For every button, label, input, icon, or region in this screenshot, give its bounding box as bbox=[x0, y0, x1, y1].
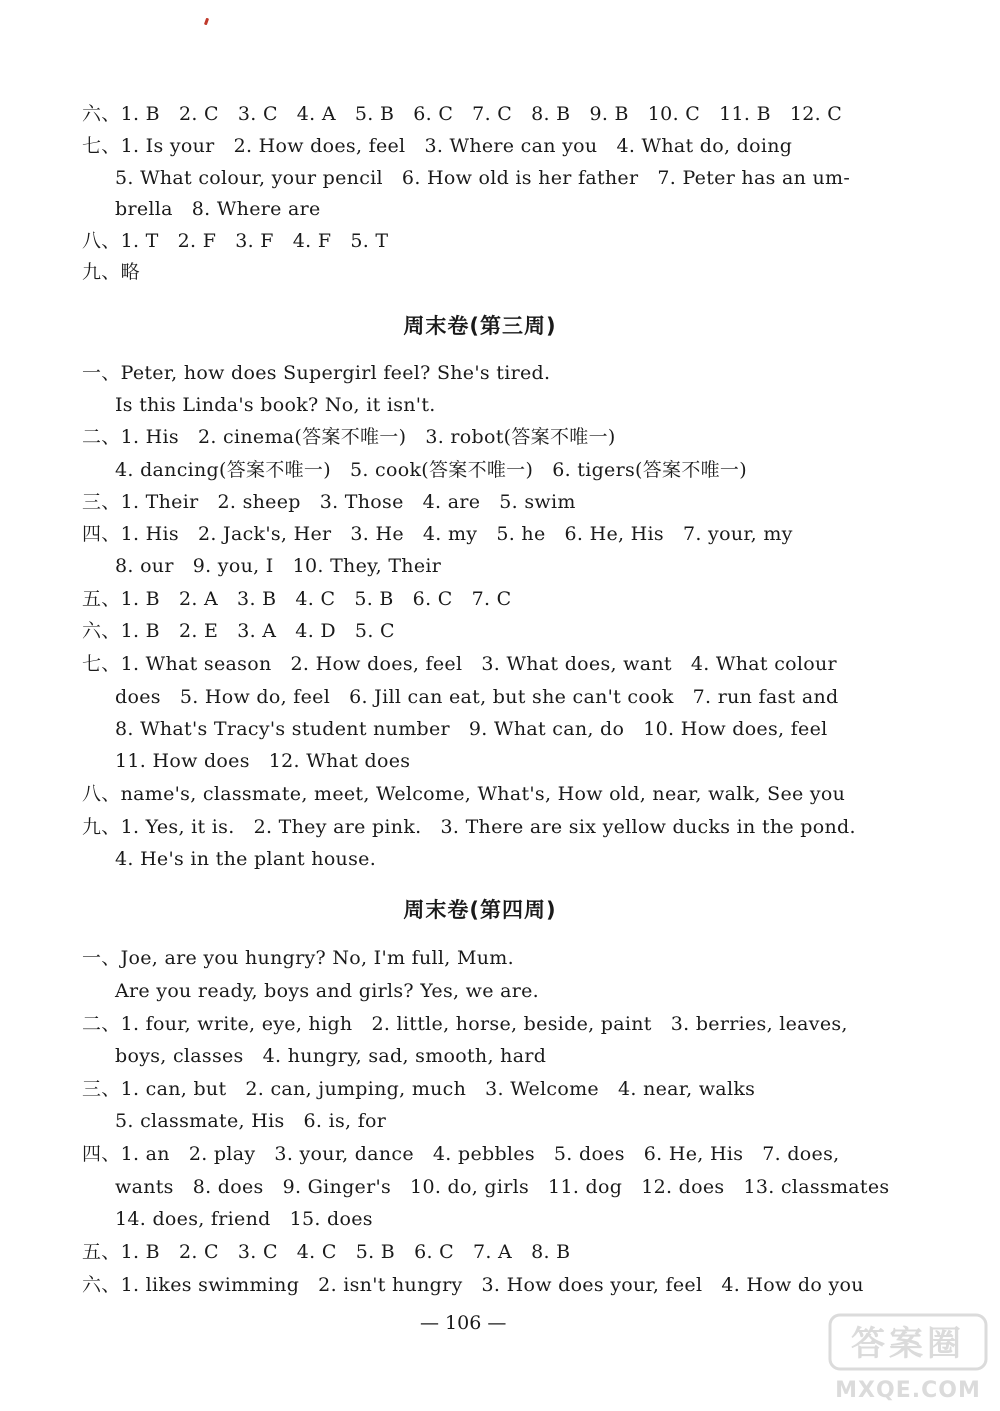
page-number: — 106 — bbox=[420, 1312, 507, 1334]
week3-line: 八、name's, classmate, meet, Welcome, What's, How old, near, walk, See you bbox=[82, 783, 846, 805]
week4-heading: 周末卷(第四周) bbox=[403, 898, 557, 922]
week3-line: 六、1. B 2. E 3. A 4. D 5. C bbox=[82, 620, 395, 642]
week3-line: 三、1. Their 2. sheep 3. Those 4. are 5. swim bbox=[82, 491, 576, 513]
week3-line: 8. our 9. you, I 10. They, Their bbox=[115, 555, 442, 577]
week4-line: 六、1. likes swimming 2. isn't hungry 3. How does your, feel 4. How do you bbox=[82, 1274, 864, 1296]
section-7-answers-cont: brella 8. Where are bbox=[115, 198, 321, 220]
section-8-answers: 八、1. T 2. F 3. F 4. F 5. T bbox=[82, 230, 389, 252]
week4-line: 五、1. B 2. C 3. C 4. C 5. B 6. C 7. A 8. B bbox=[82, 1241, 571, 1263]
week3-line: 一、Peter, how does Supergirl feel? She's tired. bbox=[82, 362, 551, 384]
week3-line: 七、1. What season 2. How does, feel 3. What does, want 4. What colour bbox=[82, 653, 837, 675]
red-ink-mark bbox=[204, 18, 209, 26]
week3-line: 九、1. Yes, it is. 2. They are pink. 3. There are six yellow ducks in the pond. bbox=[82, 816, 856, 838]
site-watermark bbox=[828, 1311, 988, 1403]
section-7-answers: 七、1. Is your 2. How does, feel 3. Where can you 4. What do, doing bbox=[82, 135, 793, 157]
week3-line: 四、1. His 2. Jack's, Her 3. He 4. my 5. he 6. He, His 7. your, my bbox=[82, 523, 793, 545]
week4-line: 二、1. four, write, eye, high 2. little, horse, beside, paint 3. berries, leaves, bbox=[82, 1013, 848, 1035]
section-7-answers-cont: 5. What colour, your pencil 6. How old is her father 7. Peter has an um- bbox=[115, 167, 851, 189]
week4-line: Are you ready, boys and girls? Yes, we are. bbox=[115, 980, 540, 1002]
week3-line: 二、1. His 2. cinema(答案不唯一) 3. robot(答案不唯一) bbox=[82, 426, 616, 448]
week3-line: Is this Linda's book? No, it isn't. bbox=[115, 394, 436, 416]
watermark-logo-text: 答案圈 bbox=[851, 1324, 965, 1364]
week4-line: 5. classmate, His 6. is, for bbox=[115, 1110, 387, 1132]
week4-line: 四、1. an 2. play 3. your, dance 4. pebbles 5. does 6. He, His 7. does, bbox=[82, 1143, 840, 1165]
week3-line: 8. What's Tracy's student number 9. What can, do 10. How does, feel bbox=[115, 718, 828, 740]
week4-line: boys, classes 4. hungry, sad, smooth, hard bbox=[115, 1045, 547, 1067]
week3-line: does 5. How do, feel 6. Jill can eat, but she can't cook 7. run fast and bbox=[115, 686, 839, 708]
week4-line: 一、Joe, are you hungry? No, I'm full, Mum. bbox=[82, 947, 514, 969]
section-9-answers: 九、略 bbox=[82, 261, 140, 283]
week3-line: 五、1. B 2. A 3. B 4. C 5. B 6. C 7. C bbox=[82, 588, 512, 610]
week4-line: wants 8. does 9. Ginger's 10. do, girls 11. dog 12. does 13. classmates bbox=[115, 1176, 890, 1198]
week3-heading: 周末卷(第三周) bbox=[403, 314, 557, 338]
section-6-answers: 六、1. B 2. C 3. C 4. A 5. B 6. C 7. C 8. B 9. B 10. C 11. B 12. C bbox=[82, 103, 843, 125]
week3-line: 11. How does 12. What does bbox=[115, 750, 411, 772]
week4-line: 三、1. can, but 2. can, jumping, much 3. Welcome 4. near, walks bbox=[82, 1078, 756, 1100]
week3-line: 4. He's in the plant house. bbox=[115, 848, 377, 870]
week4-line: 14. does, friend 15. does bbox=[115, 1208, 373, 1230]
watermark-url-text: MXQE.COM bbox=[835, 1378, 981, 1403]
week3-line: 4. dancing(答案不唯一) 5. cook(答案不唯一) 6. tigers(答案不唯一) bbox=[115, 459, 747, 481]
